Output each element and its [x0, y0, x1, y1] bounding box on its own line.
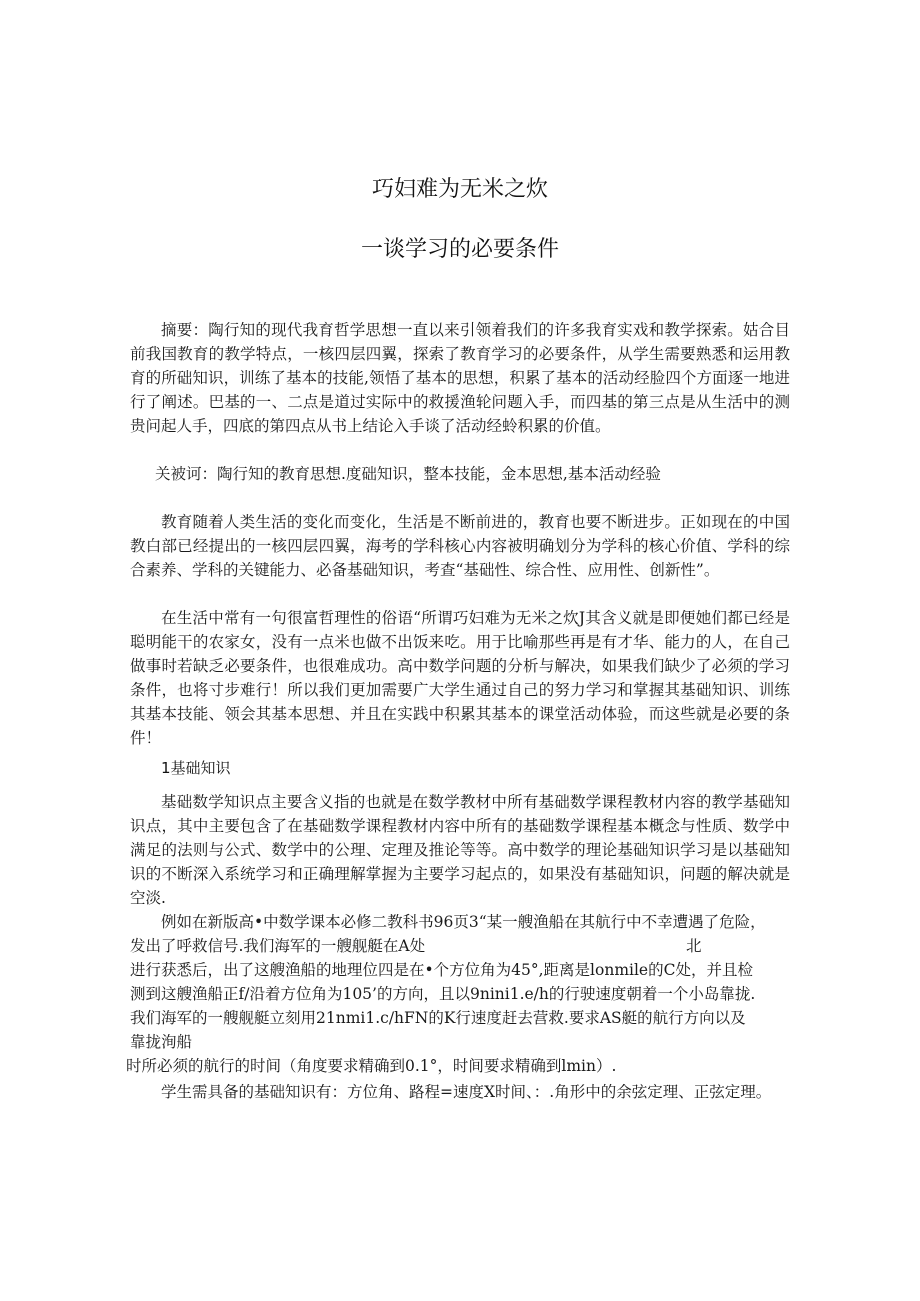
- example-line-1: 例如在新版高•中数学课本必修二教科书96页3“某一艘渔船在其航行中不幸遭遇了危险，: [161, 913, 766, 931]
- north-label: 北: [686, 937, 702, 955]
- example-line-4: 测到这艘渔船正f/沿着方位角为105’的方向，且以9nini1.e/h的行驶速度朝着一个小岛靠拢.: [130, 985, 756, 1003]
- section-heading-1: 1基础知识: [161, 759, 231, 777]
- example-line-6: 靠拢洵船: [130, 1033, 193, 1051]
- body-paragraph-5: 学生需具备的基础知识有：方位角、路程=速度X时间、：.角形中的余弦定理、正弦定理。: [161, 1083, 772, 1101]
- document-title: 巧妇难为无米之炊: [371, 177, 548, 202]
- body-paragraph-2: 在生活中常有一句很富哲理性的俗语“所谓巧妇难为无米之炊J其含义就是即便她们都已经是聪明能干的农家女，没有一点米也做不出饭来吃。用于比喻那些再是有才华、能力的人，在自己做事时若缺乏必要条件，也很难成功。高中数学问题的分析与解决，如果我们缺少了必须的学习条件，也将寸步难行！所以我们更加需要广大学生通过自己的努力学习和掌握其基础知识、训练其基本技能、领会其基本思想、并且在实践中积累其基本的课堂活动体验，而这些就是必要的条件！: [130, 609, 790, 747]
- body-paragraph-1: 教育随着人类生活的变化而变化，生活是不断前进的，教育也要不断进步。正如现在的中国教白部已经提出的一核四层四翼，海考的学科核心内容被明确划分为学科的核心价值、学科的综合素养、学科的关键能力、必备基础知识，考查“基础性、综合性、应用性、创新性”。: [130, 513, 790, 579]
- example-line-7: 时所必须的航行的时间（角度要求精确到0.1°，时间要求精确到lmin）.: [126, 1057, 617, 1075]
- example-line-5: 我们海军的一艘舰艇立刻用21nmi1.c/hFN的K行速度赶去营救.要求AS艇的航行方向以及: [130, 1009, 746, 1027]
- example-line-3: 进行获悉后，出了这艘渔船的地理位四是在•个方位角为45°,距离是lonmile的C处，并且检: [130, 961, 753, 979]
- document-subtitle: 一谈学习的必要条件: [360, 237, 559, 262]
- example-line-2: 发出了呼救信号.我们海军的一艘舰艇在A处: [130, 937, 426, 955]
- keywords-line: 关被诃：陶行知的教育思想.度础知识，整本技能，金本思想,基本活动经验: [155, 465, 661, 483]
- abstract-paragraph: 摘要：陶行知的现代我育哲学思想一直以来引领着我们的许多我育实戏和教学探索。姑合目前我国教育的教学特点，一核四层四翼，探索了教育学习的必要条件，从学生需要熟悉和运用教育的所础知识，训练了基本的技能,领悟了基本的思想，积累了基本的活动经脸四个方面逐一地进行了阐述。巴基的一、二点是道过实际中的救援渔轮问题入手，而四基的第三点是从生活中的测贵问起人手，四底的第四点从书上结论入手谈了活动经蛉积累的价值。: [130, 321, 790, 435]
- body-paragraph-3: 基础数学知识点主要含义指的也就是在数学教材中所有基础数学课程教材内容的教学基础知识点，其中主要包含了在基础数学课程教材内容中所有的基础数学课程基本概念与性质、数学中满足的法则与公式、数学中的公理、定理及推论等等。高中数学的理论基础知识学习是以基础知识的不断深入系统学习和正确理解掌握为主要学习起点的，如果没有基础知识，问题的解决就是空淡.: [130, 793, 790, 907]
